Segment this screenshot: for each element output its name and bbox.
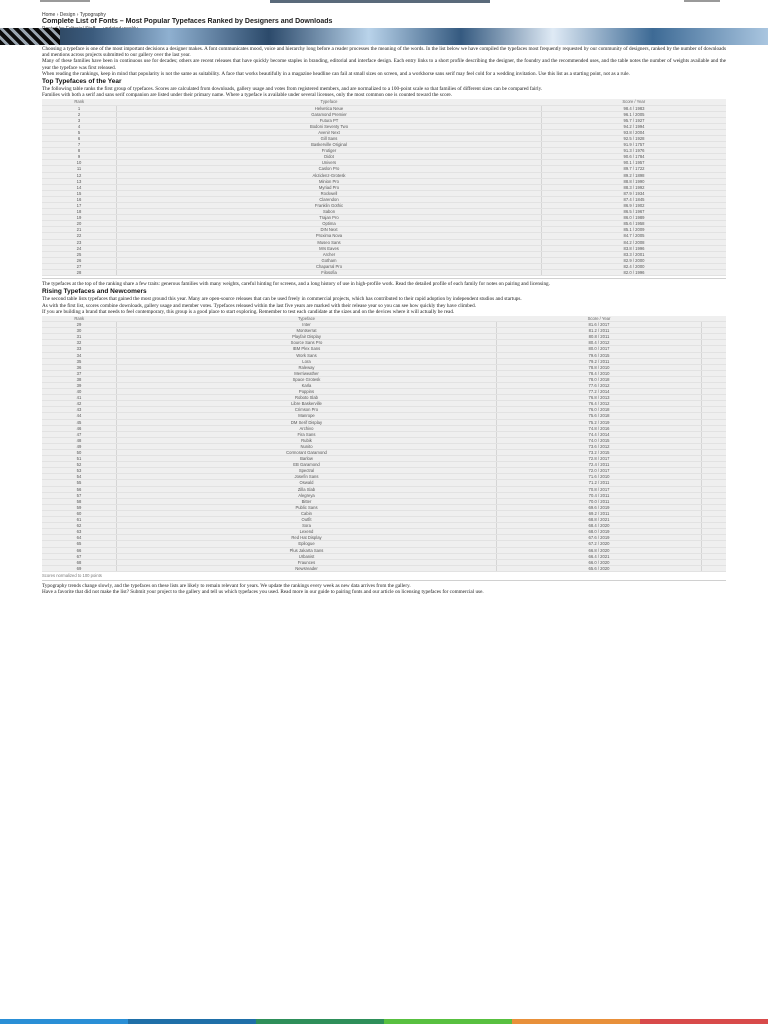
typeface-cell[interactable]: Outfit (117, 517, 497, 523)
rank-cell: 17 (42, 203, 117, 209)
rank-cell: 60 (42, 510, 117, 516)
typeface-cell[interactable]: Avenir Next (117, 129, 542, 135)
typeface-cell[interactable]: Fira Sans (117, 431, 497, 437)
rank-cell: 28 (42, 270, 117, 276)
typeface-cell[interactable]: Chaparral Pro (117, 263, 542, 269)
typeface-cell[interactable]: Cormorant Garamond (117, 450, 497, 456)
typeface-cell[interactable]: Didot (117, 154, 542, 160)
paragraph: Have a favorite that did not make the list? Submit your project to the gallery and tell us which typefaces you used. Read more in our guide to pairing fonts and our article on licensing typefaces for commercial use. (42, 589, 484, 596)
rank-cell: 16 (42, 196, 117, 202)
column-header[interactable]: Typeface (117, 99, 542, 105)
typeface-cell[interactable]: Trajan Pro (117, 215, 542, 221)
rank-cell: 32 (42, 340, 117, 346)
score-cell: 90.1 / 1957 (542, 160, 727, 166)
column-header[interactable]: Typeface (117, 316, 497, 322)
rank-cell: 27 (42, 263, 117, 269)
typeface-cell[interactable]: Minion Pro (117, 178, 542, 184)
score-cell: 88.8 / 1990 (542, 178, 727, 184)
typeface-cell[interactable]: Source Sans Pro (117, 340, 497, 346)
typeface-cell[interactable]: Josefin Sans (117, 474, 497, 480)
paragraph: The following table ranks the first group of typefaces. Scores are calculated from downloads, gallery usage and votes from registered members, and are normalized to a 100-point scale so that families of different sizes can be compared fairly. (42, 86, 543, 93)
paragraph: Families with both a serif and sans serif companion are listed under their primary name. Where a typeface is available under several licenses, only the most common one is counted toward the score. (42, 92, 453, 99)
rank-cell: 34 (42, 352, 117, 358)
table-row (42, 270, 726, 276)
score-cell: 96.1 / 2005 (542, 111, 727, 117)
rank-cell: 14 (42, 184, 117, 190)
typeface-cell[interactable]: Montserrat (117, 328, 497, 334)
score-cell: 91.3 / 1976 (542, 148, 727, 154)
rank-cell: 25 (42, 251, 117, 257)
score-cell: 67.6 / 2019 (497, 535, 702, 541)
rank-cell: 26 (42, 257, 117, 263)
rank-cell: 40 (42, 389, 117, 395)
paragraph: If you are building a brand that needs to feel contemporary, this group is a good place to start exploring. Remember to test each candidate at the sizes and on the devices where it will actually be read. (42, 308, 455, 315)
typeface-cell[interactable]: Mrs Eaves (117, 245, 542, 251)
typeface-cell[interactable]: Work Sans (117, 352, 497, 358)
typeface-cell[interactable]: Cabin (117, 510, 497, 516)
score-cell: 71.6 / 2010 (497, 474, 702, 480)
footer-segment (0, 1019, 128, 1024)
rank-cell: 22 (42, 233, 117, 239)
rank-cell: 64 (42, 535, 117, 541)
rank-cell: 7 (42, 142, 117, 148)
rank-cell: 30 (42, 328, 117, 334)
typeface-cell[interactable]: Gotham (117, 257, 542, 263)
typeface-cell[interactable]: Barlow (117, 456, 497, 462)
score-cell: 80.8 / 2011 (497, 334, 702, 340)
typeface-cell[interactable]: Alegreya (117, 492, 497, 498)
typeface-cell[interactable]: Epilogue (117, 541, 497, 547)
column-header[interactable]: Score / Year (542, 99, 727, 105)
rank-cell: 37 (42, 370, 117, 376)
typeface-cell[interactable]: Bitter (117, 498, 497, 504)
score-cell: 87.4 / 1845 (542, 196, 727, 202)
score-cell: 79.6 / 2015 (497, 352, 702, 358)
score-cell: 70.8 / 2017 (497, 486, 702, 492)
score-cell: 91.9 / 1757 (542, 142, 727, 148)
typeface-cell[interactable]: Oswald (117, 480, 497, 486)
rank-cell: 18 (42, 209, 117, 215)
score-cell: 82.0 / 1996 (542, 270, 727, 276)
score-cell: 81.2 / 2011 (497, 328, 702, 334)
paragraph: Choosing a typeface is one of the most important decisions a designer makes. A font communicates mood, voice and hierarchy long before a reader processes the meaning of the words. In the list below we have compiled the typefaces most frequently requested by our community of designers, ranked by the number of downloads and mentions across projects submitted to our gallery over the last year. (42, 46, 726, 59)
typeface-cell[interactable]: Karla (117, 382, 497, 388)
score-cell: 68.0 / 2019 (497, 529, 702, 535)
typeface-cell[interactable]: Plus Jakarta Sans (117, 547, 497, 553)
rank-cell: 10 (42, 160, 117, 166)
paragraph: The typefaces at the top of the ranking share a few traits: generous families with many weights, careful hinting for screens, and a long history of use in high-profile work. Read the detailed profile of each family for notes on pairing and licensing. (42, 281, 550, 288)
score-cell: 86.5 / 1967 (542, 209, 727, 215)
rank-cell: 2 (42, 111, 117, 117)
rank-cell: 44 (42, 413, 117, 419)
typeface-cell[interactable]: Caslon Pro (117, 166, 542, 172)
typeface-cell[interactable]: Urbanist (117, 553, 497, 559)
column-header[interactable]: Rank (42, 99, 117, 105)
typeface-cell[interactable]: Public Sans (117, 504, 497, 510)
rank-cell: 49 (42, 443, 117, 449)
rank-cell: 8 (42, 148, 117, 154)
typeface-cell[interactable]: Garamond Premier (117, 111, 542, 117)
rank-cell: 55 (42, 480, 117, 486)
rank-cell: 69 (42, 565, 117, 571)
divider (42, 278, 726, 279)
score-cell: 85.6 / 1958 (542, 221, 727, 227)
rank-cell: 67 (42, 553, 117, 559)
rank-cell: 1 (42, 105, 117, 111)
rank-cell: 52 (42, 462, 117, 468)
score-cell: 93.8 / 2004 (542, 129, 727, 135)
paragraph: The second table lists typefaces that gained the most ground this year. Many are open-source releases that can be used freely in commercial projects, which has contributed to their rapid adoption by independent studios and startups. (42, 296, 522, 303)
typeface-cell[interactable]: Zilla Slab (117, 486, 497, 492)
login-link[interactable] (684, 0, 720, 2)
typeface-cell[interactable]: Rubik (117, 437, 497, 443)
typeface-cell[interactable]: Clarendon (117, 196, 542, 202)
score-cell: 82.4 / 2000 (542, 263, 727, 269)
score-cell: 78.4 / 2010 (497, 370, 702, 376)
score-cell: 87.9 / 1934 (542, 190, 727, 196)
column-header[interactable]: Score / Year (497, 316, 702, 322)
rank-cell: 43 (42, 407, 117, 413)
score-cell: 81.6 / 2017 (497, 322, 702, 328)
rank-cell: 11 (42, 166, 117, 172)
rank-cell: 63 (42, 529, 117, 535)
score-cell: 73.6 / 2012 (497, 443, 702, 449)
rank-cell: 5 (42, 129, 117, 135)
footer-color-bar (0, 1019, 768, 1024)
typeface-cell[interactable]: Inter (117, 322, 497, 328)
score-cell: 85.1 / 2009 (542, 227, 727, 233)
typeface-cell[interactable]: DIN Next (117, 227, 542, 233)
score-cell: 98.4 / 1983 (542, 105, 727, 111)
score-cell: 66.4 / 2021 (497, 553, 702, 559)
score-cell: 92.5 / 1928 (542, 135, 727, 141)
rank-cell: 58 (42, 498, 117, 504)
rank-cell: 62 (42, 523, 117, 529)
score-cell: 75.6 / 2018 (497, 413, 702, 419)
typeface-cell[interactable]: Merriweather (117, 370, 497, 376)
rank-cell: 6 (42, 135, 117, 141)
rank-cell: 23 (42, 239, 117, 245)
typeface-cell[interactable]: Helvetica Neue (117, 105, 542, 111)
rank-cell: 59 (42, 504, 117, 510)
score-cell: 89.2 / 1898 (542, 172, 727, 178)
rank-cell: 24 (42, 245, 117, 251)
typeface-cell[interactable]: EB Garamond (117, 462, 497, 468)
typeface-cell[interactable]: Franklin Gothic (117, 203, 542, 209)
rank-cell: 48 (42, 437, 117, 443)
typeface-cell[interactable]: Akzidenz-Grotesk (117, 172, 542, 178)
table-row (42, 565, 726, 571)
rank-cell: 9 (42, 154, 117, 160)
rank-cell: 29 (42, 322, 117, 328)
footer-segment (512, 1019, 640, 1024)
score-cell: 89.7 / 1722 (542, 166, 727, 172)
divider (42, 580, 726, 581)
typeface-cell[interactable]: Libre Baskerville (117, 401, 497, 407)
score-cell: 72.0 / 2017 (497, 468, 702, 474)
rank-cell: 35 (42, 358, 117, 364)
paragraph: Many of these families have been in continuous use for decades; others are recent releases that have quickly become staples in branding, editorial and interface design. Each entry links to a short profile describing the designer, the foundry and the recommended uses, and the table notes the number of weights available and the year the typeface was first released. (42, 58, 726, 71)
rank-cell: 36 (42, 364, 117, 370)
score-cell: 69.2 / 2011 (497, 510, 702, 516)
score-cell: 76.0 / 2018 (497, 407, 702, 413)
typeface-cell[interactable]: Nunito (117, 443, 497, 449)
score-cell: 75.2 / 2019 (497, 419, 702, 425)
rank-cell: 42 (42, 401, 117, 407)
score-cell: 74.8 / 2016 (497, 425, 702, 431)
score-cell: 80.4 / 2012 (497, 340, 702, 346)
score-cell: 88.3 / 1992 (542, 184, 727, 190)
typeface-cell[interactable]: Univers (117, 160, 542, 166)
typeface-cell[interactable]: Optima (117, 221, 542, 227)
column-spacer (702, 565, 727, 571)
typeface-cell[interactable]: Sora (117, 523, 497, 529)
ranking-table-1 (42, 99, 726, 276)
score-cell: 74.0 / 2015 (497, 437, 702, 443)
typeface-cell[interactable]: Filosofia (117, 270, 542, 276)
score-cell: 86.0 / 1989 (542, 215, 727, 221)
score-cell: 67.2 / 2020 (497, 541, 702, 547)
score-cell: 78.0 / 2018 (497, 376, 702, 382)
rank-cell: 51 (42, 456, 117, 462)
typeface-cell[interactable]: IBM Plex Sans (117, 346, 497, 352)
score-cell: 77.6 / 2012 (497, 382, 702, 388)
typeface-cell[interactable]: Futura PT (117, 117, 542, 123)
score-cell: 77.2 / 2014 (497, 389, 702, 395)
rank-cell: 15 (42, 190, 117, 196)
typeface-cell[interactable]: Bodoni Seventy Two (117, 123, 542, 129)
rank-cell: 68 (42, 559, 117, 565)
footer-segment (640, 1019, 768, 1024)
home-link[interactable] (40, 0, 90, 2)
page-title: Complete List of Fonts – Most Popular Typefaces Ranked by Designers and Downloads (42, 18, 333, 25)
score-cell: 65.6 / 2020 (497, 565, 702, 571)
rank-cell: 66 (42, 547, 117, 553)
score-cell: 82.9 / 2000 (542, 257, 727, 263)
rank-cell: 50 (42, 450, 117, 456)
score-cell: 74.4 / 2014 (497, 431, 702, 437)
rank-cell: 47 (42, 431, 117, 437)
score-cell: 86.9 / 1902 (542, 203, 727, 209)
rank-cell: 65 (42, 541, 117, 547)
rank-cell: 56 (42, 486, 117, 492)
typeface-cell[interactable]: Gill Sans (117, 135, 542, 141)
typeface-cell[interactable]: DM Serif Display (117, 419, 497, 425)
article-body (42, 46, 726, 595)
score-cell: 94.2 / 1994 (542, 123, 727, 129)
rank-cell: 61 (42, 517, 117, 523)
typeface-cell[interactable]: Space Grotesk (117, 376, 497, 382)
score-cell: 78.8 / 2010 (497, 364, 702, 370)
typeface-cell[interactable]: Crimson Pro (117, 407, 497, 413)
score-cell: 76.8 / 2013 (497, 395, 702, 401)
typeface-cell[interactable]: Sabon (117, 209, 542, 215)
rank-cell: 39 (42, 382, 117, 388)
top-navigation (0, 0, 768, 10)
score-cell: 73.2 / 2015 (497, 450, 702, 456)
rank-cell: 19 (42, 215, 117, 221)
score-cell: 76.4 / 2012 (497, 401, 702, 407)
typeface-cell[interactable]: Roboto Slab (117, 395, 497, 401)
hero-banner-image (0, 28, 768, 45)
rank-cell: 41 (42, 395, 117, 401)
typeface-cell[interactable]: Proxima Nova (117, 233, 542, 239)
score-cell: 68.8 / 2021 (497, 517, 702, 523)
rank-cell: 46 (42, 425, 117, 431)
score-cell: 84.2 / 2008 (542, 239, 727, 245)
score-cell: 79.2 / 2011 (497, 358, 702, 364)
score-cell: 66.0 / 2020 (497, 559, 702, 565)
section-heading: Rising Typefaces and Newcomers (42, 288, 147, 296)
score-cell: 90.6 / 1784 (542, 154, 727, 160)
rank-cell: 57 (42, 492, 117, 498)
site-logo[interactable] (270, 0, 490, 3)
rank-cell: 38 (42, 376, 117, 382)
rank-cell: 21 (42, 227, 117, 233)
typeface-cell[interactable]: Newsreader (117, 565, 497, 571)
score-cell: 95.7 / 1927 (542, 117, 727, 123)
paragraph: Typography trends change slowly, and the typefaces on these lists are likely to remain relevant for years. We update the rankings every week as new data arrives from the gallery. (42, 582, 411, 589)
paragraph: When reading the rankings, keep in mind that popularity is not the same as suitability. A face that works beautifully in a magazine headline can fail at small sizes on screen, and a workhorse sans serif may feel cold for a wedding invitation. Use this list as a starting point, not as a rule. (42, 70, 630, 77)
score-cell: 66.8 / 2020 (497, 547, 702, 553)
breadcrumb[interactable]: Home › Design › Typography (42, 12, 106, 18)
typeface-cell[interactable]: Fraunces (117, 559, 497, 565)
score-cell: 83.8 / 1996 (542, 245, 727, 251)
typeface-cell[interactable]: Raleway (117, 364, 497, 370)
table-footnote: Scores normalized to 100 points (42, 572, 102, 578)
footer-segment (384, 1019, 512, 1024)
score-cell: 68.4 / 2020 (497, 523, 702, 529)
typeface-cell[interactable]: Manrope (117, 413, 497, 419)
rank-cell: 3 (42, 117, 117, 123)
rank-cell: 20 (42, 221, 117, 227)
typeface-cell[interactable]: Spectral (117, 468, 497, 474)
typeface-cell[interactable]: Lora (117, 358, 497, 364)
rank-cell: 45 (42, 419, 117, 425)
score-cell: 83.3 / 2001 (542, 251, 727, 257)
score-cell: 70.0 / 2011 (497, 498, 702, 504)
rank-cell: 33 (42, 346, 117, 352)
footer-segment (128, 1019, 256, 1024)
rank-cell: 54 (42, 474, 117, 480)
banner-stripes (0, 28, 60, 45)
rank-cell: 53 (42, 468, 117, 474)
typeface-cell[interactable]: Rockwell (117, 190, 542, 196)
footer-segment (256, 1019, 384, 1024)
typeface-cell[interactable]: Museo Sans (117, 239, 542, 245)
score-cell: 71.2 / 2011 (497, 480, 702, 486)
score-cell: 84.7 / 2005 (542, 233, 727, 239)
typeface-cell[interactable]: Frutiger (117, 148, 542, 154)
typeface-cell[interactable]: Lexend (117, 529, 497, 535)
typeface-cell[interactable]: Myriad Pro (117, 184, 542, 190)
score-cell: 80.0 / 2017 (497, 346, 702, 352)
typeface-cell[interactable]: Archivo (117, 425, 497, 431)
typeface-cell[interactable]: Archer (117, 251, 542, 257)
typeface-cell[interactable]: Red Hat Display (117, 535, 497, 541)
rank-cell: 31 (42, 334, 117, 340)
rank-cell: 13 (42, 178, 117, 184)
section-heading: Top Typefaces of the Year (42, 78, 122, 86)
score-cell: 69.6 / 2019 (497, 504, 702, 510)
ranking-table-2 (42, 316, 726, 572)
rank-cell: 12 (42, 172, 117, 178)
score-cell: 70.4 / 2011 (497, 492, 702, 498)
score-cell: 72.8 / 2017 (497, 456, 702, 462)
rank-cell: 4 (42, 123, 117, 129)
typeface-cell[interactable]: Poppins (117, 389, 497, 395)
score-cell: 72.4 / 2011 (497, 462, 702, 468)
column-header[interactable]: Rank (42, 316, 117, 322)
typeface-cell[interactable]: Playfair Display (117, 334, 497, 340)
typeface-cell[interactable]: Baskerville Original (117, 142, 542, 148)
paragraph: As with the first list, scores combine downloads, gallery usage and member votes. Typefaces released within the last five years are marked with their release year so you can see how quickly they have climbed. (42, 302, 476, 309)
